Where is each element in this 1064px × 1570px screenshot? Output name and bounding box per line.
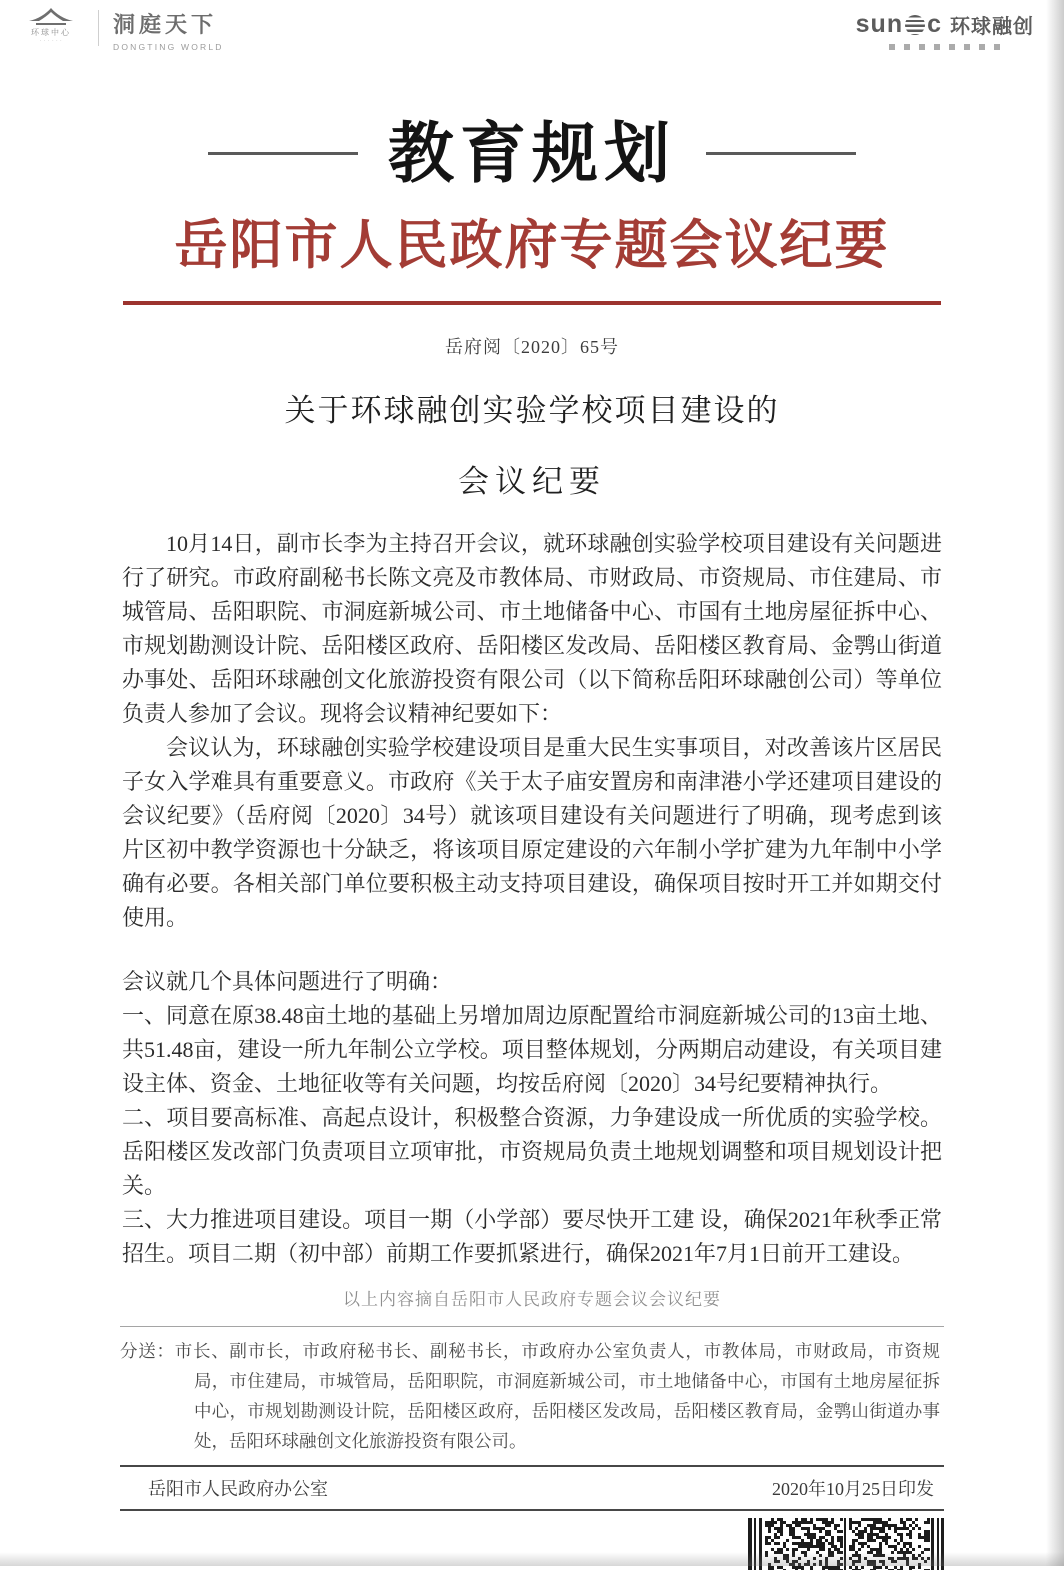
- sunac-brand-cn: 环球融创: [950, 16, 1034, 38]
- scan-edge-right: [1046, 0, 1064, 1566]
- masthead-title: 岳阳市人民政府专题会议纪要: [174, 217, 890, 275]
- paragraph-item-3: 三、大力推进项目建设。项目一期（小学部）要尽快开工建 设，确保2021年秋季正常招生。项目二期（初中部）前期工作要抓紧进行，确保2021年7月1日前开工建设。: [122, 1206, 942, 1266]
- banner-rule-right: [706, 152, 856, 155]
- sunac-latin-suffix: c: [927, 10, 942, 38]
- paragraph-attendance: 10月14日，副市长李为主持召开会议，就环球融创实验学校项目建设有关问题进行了研究。市政府副秘书长陈文亮及市教体局、市财政局、市资规局、市住建局、市城管局、岳阳职院、市洞庭新城公司、市土地储备中心、市国有土地房屋征拆中心、市规划勘测设计院、岳阳楼区政府、岳阳楼区发改局、岳阳楼区教育局、金鹗山街道办事处、岳阳环球融创文化旅游投资有限公司（以下简称岳阳环球融创公司）等单位负责人参加了会议。现将会议精神纪要如下：: [122, 530, 942, 726]
- doc-title-line1: 关于环球融创实验学校项目建设的: [284, 392, 780, 428]
- dongting-brand-en: DONGTING WORLD: [113, 42, 224, 52]
- sunac-latin-prefix: sun: [855, 10, 904, 38]
- distribution-list: [120, 1327, 944, 1465]
- document-body: [122, 527, 942, 1271]
- dongting-world-logo: [18, 8, 224, 52]
- paragraph-item-1: 一、同意在原38.48亩土地的基础上另增加周边原配置给市洞庭新城公司的13亩土地、共51.48亩，建设一所九年制公立学校。项目整体规划，分两期启动建设，有关项目建设主体、资金、土地征收等有关问题，均按岳府阅〔2020〕34号纪要精神执行。: [122, 1002, 942, 1096]
- banner-title: 教育规划: [388, 116, 676, 190]
- page-header: [0, 0, 1064, 64]
- sunac-logo: [856, 8, 1034, 50]
- banner-rule-left: [208, 152, 358, 155]
- peak-center-sub: · · · · · ·: [39, 38, 63, 44]
- paragraph-issues-intro: 会议就几个具体问题进行了明确：: [122, 968, 453, 994]
- issuer-office: 岳阳市人民政府办公室: [148, 1478, 328, 1499]
- sunac-logo-line: [856, 10, 1034, 39]
- doc-title-line2: 会议纪要: [458, 463, 606, 499]
- issuer-row: [120, 1465, 944, 1511]
- dongting-brand-cn: 洞庭天下: [113, 12, 218, 37]
- masthead-rule: [123, 301, 941, 305]
- sunac-tagline: [889, 44, 1000, 50]
- dongting-brand: [113, 8, 224, 52]
- peak-center-mark: [18, 8, 84, 44]
- banner: [0, 116, 1064, 190]
- striped-globe-icon: [905, 15, 925, 35]
- logo-divider: [98, 10, 99, 46]
- excerpt-note: 以上内容摘自岳阳市人民政府专题会议会议纪要: [343, 1289, 721, 1309]
- colophon: [120, 1326, 944, 1511]
- paragraph-consensus: 会议认为，环球融创实验学校建设项目是重大民生实事项目，对改善该片区居民子女入学难具有重要意义。市政府《关于太子庙安置房和南津港小学还建项目建设的会议纪要》（岳府阅〔2020〕34号）就该项目建设有关问题进行了明确，现考虑到该片区初中教学资源也十分缺乏，将该项目原定建设的六年制小学扩建为九年制中小学确有必要。各相关部门单位要积极主动支持项目建设，确保项目按时开工并如期交付使用。: [122, 734, 942, 930]
- distribution-text: 市长、副市长，市政府秘书长、副秘书长，市政府办公室负责人，市教体局，市财政局，市资规局，市住建局，市城管局，岳阳职院，市洞庭新城公司，市土地储备中心，市国有土地房屋征拆中心，市规划勘测设计院，岳阳楼区政府，岳阳楼区发改局，岳阳楼区教育局，金鹗山街道办事处，岳阳环球融创文化旅游投资有限公司。: [174, 1340, 940, 1451]
- print-date: 2020年10月25日印发: [772, 1478, 934, 1499]
- doc-number: 岳府阅〔2020〕65号: [445, 336, 619, 357]
- peak-center-label: 环球中心: [31, 28, 71, 37]
- paragraph-item-2: 二、项目要高标准、高起点设计，积极整合资源，力争建设成一所优质的实验学校。岳阳楼区发改部门负责项目立项审批，市资规局负责土地规划调整和项目规划设计把关。: [122, 1104, 942, 1198]
- scan-edge-bottom: [0, 1552, 1064, 1566]
- pavilion-icon: [29, 8, 73, 26]
- distribution-label: 分送：: [120, 1340, 175, 1361]
